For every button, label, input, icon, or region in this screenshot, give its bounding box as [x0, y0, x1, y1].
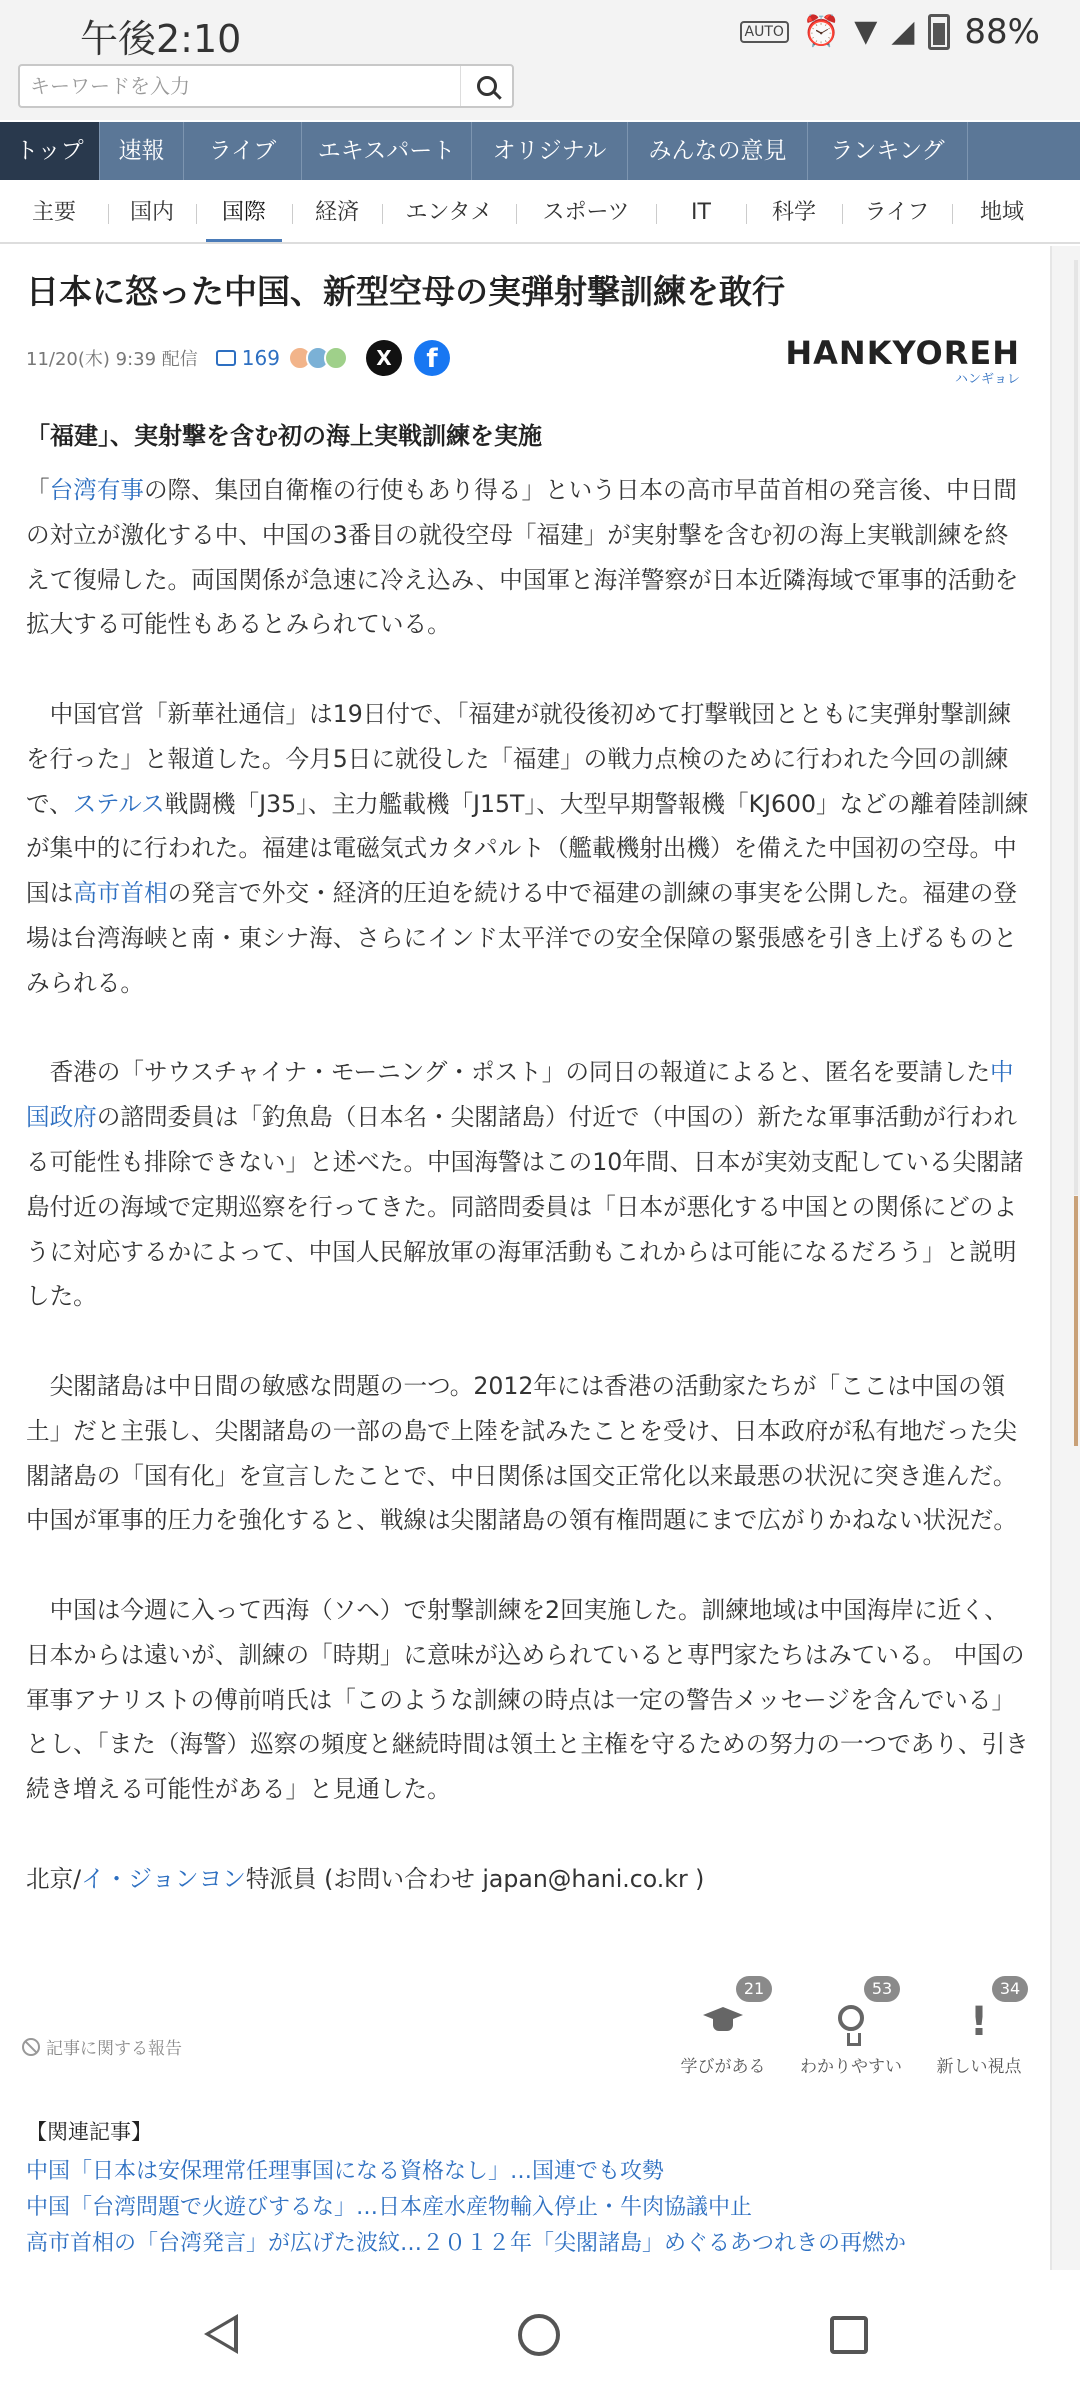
publisher-logo-text: HANKYOREH — [785, 334, 1020, 372]
auto-brightness-icon: AUTO — [740, 21, 789, 43]
main-tab-ranking[interactable]: ランキング — [808, 122, 968, 180]
main-tab-opinions[interactable]: みんなの意見 — [628, 122, 808, 180]
report-icon — [22, 2038, 40, 2056]
article-text: 戦闘機「J35」、主力艦載機「J15T」、大型早期警報機「KJ600」などの離着陸訓練が集中的に行われた。福建は電磁気式カタパルト（艦載機射出機）を備えた中国初の空母。中国は — [26, 789, 1029, 908]
article-inline-link[interactable]: 台湾有事 — [49, 476, 144, 504]
wifi-icon: ▼ — [854, 14, 878, 49]
article-text: の諮問委員は「釣魚島（日本名・尖閣諸島）付近で（中国の）新たな軍事活動が行われる可能性も排除できない」と述べた。中国海警はこの10年間、日本が実効支配している尖閣諸島付近の海域で定期巡察を行ってきた。同諮問委員は「日本が悪化する中国との関係にどのように対応するかによって、中国人民解放軍の海軍活動もこれからは可能になるだろう」と説明した。 — [26, 1103, 1024, 1311]
facebook-share-icon[interactable]: f — [414, 340, 450, 376]
system-nav-bar — [0, 2270, 1080, 2400]
category-tab-entertainment[interactable]: エンタメ — [382, 184, 516, 242]
reaction-count: 21 — [736, 1976, 772, 2002]
status-bar — [0, 0, 1080, 64]
signal-icon: ◢ — [891, 14, 915, 49]
main-tab-top[interactable]: トップ — [0, 122, 100, 180]
main-nav — [0, 122, 1080, 180]
article-text: 中国官営「新華社通信」は19日付で、「福建が就役後初めて打撃戦団とともに実弾射撃訓練を行った」と報道した。今月5日に就役した「福建」の戦力点検のために行われた今回の訓練で、 — [26, 699, 1012, 818]
battery-icon — [928, 14, 950, 50]
article-paragraph — [26, 1050, 1030, 1319]
article-text: 特派員 (お問い合わせ japan@hani.co.kr ) — [245, 1864, 705, 1893]
home-icon[interactable] — [518, 2314, 560, 2356]
article-inline-link[interactable]: ステルス — [72, 789, 165, 818]
article-text: 香港の「サウスチャイナ・モーニング・ポスト」の同日の報道によると、匿名を要請した — [26, 1058, 991, 1087]
reaction-count: 53 — [864, 1976, 900, 2002]
search-input[interactable] — [20, 66, 458, 106]
category-tab-science[interactable]: 科学 — [746, 184, 842, 242]
article-inline-link[interactable]: イ・ジョンヨン — [81, 1864, 246, 1893]
article-text: の発言で外交・経済的圧迫を続ける中で福建の訓練の事実を公開した。福建の登場は台湾海峡と南・東シナ海、さらにインド太平洋での安全保障の緊張感を引き上げるものとみられる。 — [26, 879, 1017, 997]
article-title: 日本に怒った中国、新型空母の実弾射撃訓練を敢行 — [26, 272, 785, 311]
article-inline-link[interactable]: 高市首相 — [73, 879, 168, 908]
reaction-label: わかりやすい — [800, 2057, 902, 2077]
recent-apps-icon[interactable] — [830, 2316, 868, 2354]
category-tab-sports[interactable]: スポーツ — [516, 184, 656, 242]
report-link[interactable] — [22, 2034, 182, 2059]
back-icon[interactable] — [204, 2314, 238, 2354]
scrollbar[interactable] — [1052, 246, 1080, 2270]
reaction-label: 新しい視点 — [936, 2057, 1022, 2077]
article-body — [26, 468, 1030, 1946]
category-tab-local[interactable]: 地域 — [952, 184, 1052, 242]
comment-count[interactable]: 169 — [241, 346, 280, 370]
main-tab-live[interactable]: ライブ — [184, 122, 302, 180]
alarm-icon: ⏰ — [802, 14, 841, 49]
category-tab-life[interactable]: ライフ — [842, 184, 952, 242]
battery-percent: 88% — [964, 12, 1040, 52]
category-tab-main[interactable]: 主要 — [31, 200, 76, 225]
publisher-logo[interactable] — [768, 334, 1020, 387]
search-bar — [0, 64, 1080, 120]
scrollbar-thumb[interactable] — [1074, 1196, 1078, 1446]
article-text: 北京/ — [26, 1864, 82, 1893]
graduation-cap-icon — [703, 2003, 743, 2033]
comment-icon[interactable] — [216, 350, 236, 366]
search-box — [18, 64, 514, 108]
article-paragraph — [26, 1364, 1030, 1543]
article-text: 「 — [26, 476, 50, 504]
main-tab-original[interactable]: オリジナル — [472, 122, 628, 180]
reaction-clear-button[interactable] — [786, 1976, 916, 2077]
article-paragraph — [26, 468, 1030, 647]
reaction-label: 学びがある — [680, 2057, 766, 2077]
reaction-count: 34 — [992, 1976, 1028, 2002]
category-tab-domestic[interactable]: 国内 — [108, 184, 196, 242]
related-article-link[interactable]: 中国「日本は安保理常任理事国になる資格なし」…国連でも攻勢 — [26, 2159, 665, 2184]
reaction-emoji-icon — [324, 346, 348, 370]
article-text: の際、集団自衛権の行使もあり得る」という日本の高市早苗首相の発言後、中日間の対立が激化する中、中国の3番目の就役空母「福建」が実射撃を含む初の海上実戦訓練を終えて復帰した。両国関係が急速に冷え込み、中国軍と海洋警察が日本近隣海域で軍事的活動を拡大する可能性もあるとみられている。 — [26, 476, 1019, 639]
category-nav — [0, 184, 1080, 244]
related-article-link[interactable]: 高市首相の「台湾発言」が広げた波紋…２０１２年「尖閣諸島」めぐるあつれきの再燃か — [26, 2231, 907, 2256]
related-articles-heading: 【関連記事】 — [26, 2120, 152, 2144]
main-tab-expert[interactable]: エキスパート — [302, 122, 472, 180]
article — [0, 246, 1052, 2270]
article-inline-link[interactable]: 中国政府 — [26, 1058, 1014, 1132]
status-icons — [740, 12, 1041, 52]
article-subtitle: 「福建」、実射撃を含む初の海上実戦訓練を実施 — [26, 422, 542, 450]
search-icon — [477, 76, 497, 96]
x-share-icon[interactable]: X — [366, 340, 402, 376]
exclamation-icon: ! — [969, 1999, 989, 2045]
article-meta — [26, 338, 450, 378]
status-time: 午後2:10 — [80, 17, 242, 61]
reaction-learn-button[interactable] — [658, 1976, 788, 2077]
report-label: 記事に関する報告 — [46, 2039, 182, 2059]
category-tab-it[interactable]: IT — [656, 184, 746, 242]
article-paragraph — [26, 1588, 1030, 1812]
reaction-bar — [0, 1976, 1052, 2086]
category-tab-international[interactable]: 国際 — [196, 184, 292, 242]
main-tab-breaking[interactable]: 速報 — [100, 122, 184, 180]
article-paragraph — [26, 692, 1030, 1006]
publisher-logo-subtext: ハンギョレ — [954, 372, 1020, 387]
search-button[interactable] — [460, 66, 512, 106]
scrollbar-track — [1074, 260, 1078, 1195]
article-text: 尖閣諸島は中日間の敏感な問題の一つ。2012年には香港の活動家たちが「ここは中国の領土」だと主張し、尖閣諸島の一部の島で上陸を試みたことを受け、日本政府が私有地だった尖閣諸島の「国有化」を宣言したことで、中日関係は国交正常化以来最悪の状況に突き進んだ。中国が軍事的圧力を強化すると、戦線は尖閣諸島の領有権問題にまで広がりかねない状況だ。 — [26, 1371, 1017, 1535]
article-paragraph — [26, 1857, 1030, 1902]
reaction-new-view-button[interactable] — [914, 1976, 1044, 2077]
category-tab-economy[interactable]: 経済 — [292, 184, 382, 242]
article-date: 11/20(木) 9:39 配信 — [26, 349, 198, 370]
related-article-link[interactable]: 中国「台湾問題で火遊びするな」…日本産水産物輸入停止・牛肉協議中止 — [26, 2195, 753, 2220]
article-text: 中国は今週に入って西海（ソヘ）で射撃訓練を2回実施した。訓練地域は中国海岸に近く、日本からは遠いが、訓練の「時期」に意味が込められていると専門家たちはみている。 中国の軍事アナリストの傅前哨氏は「このような訓練の時点は一定の警告メッセージを含んでいる」とし、「また（海警）巡察の頻度と継続時間は領土と主権を守るための努力の一つであり、引き続き増える可能性がある」と見通した。 — [26, 1595, 1029, 1804]
lightbulb-icon — [838, 2005, 864, 2031]
related-articles-list — [26, 2154, 1036, 2262]
